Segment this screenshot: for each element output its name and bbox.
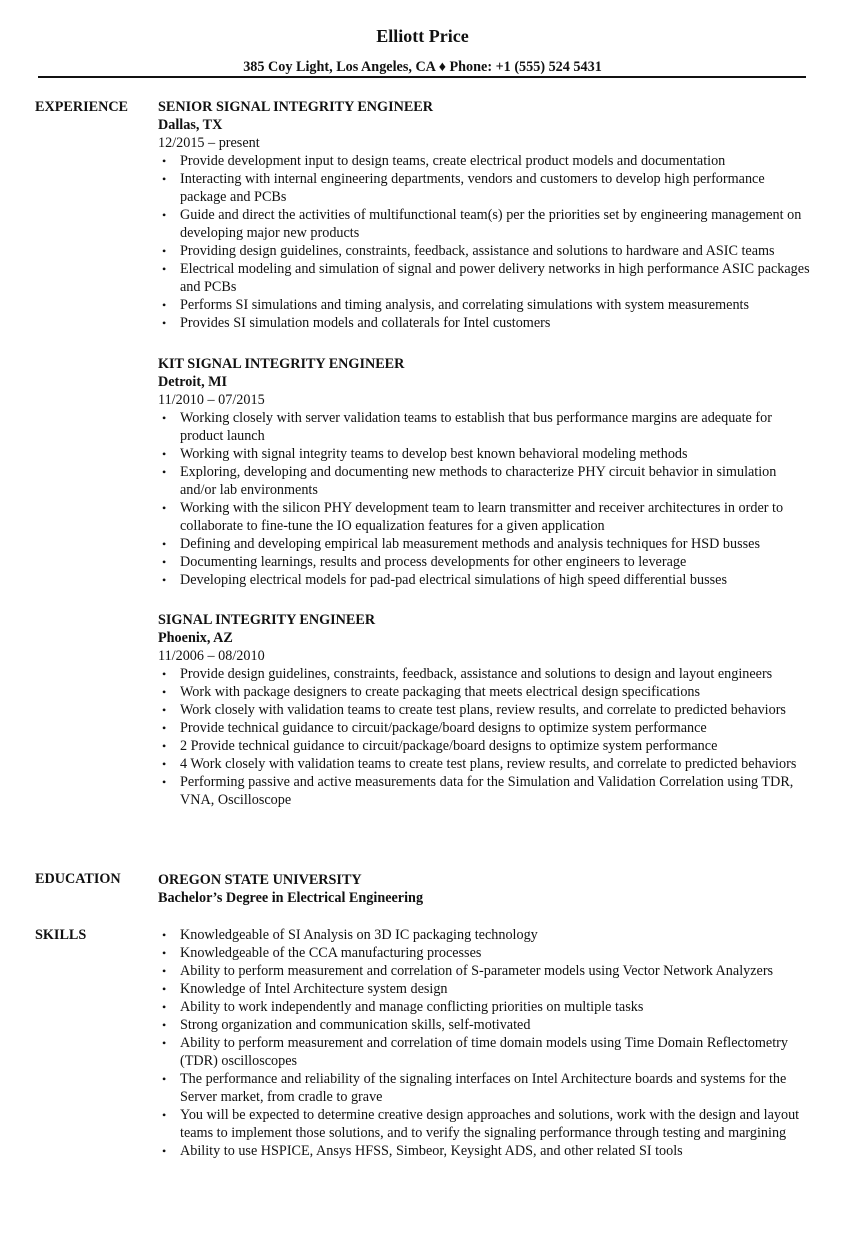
bullet-icon: • <box>162 501 167 515</box>
job-dates: 11/2006 – 08/2010 <box>158 648 265 664</box>
list-item: • Defining and developing empirical lab measurement methods and analysis techniques for HSD busses <box>162 536 760 552</box>
job-title: SENIOR SIGNAL INTEGRITY ENGINEER <box>158 99 434 115</box>
job-title: KIT SIGNAL INTEGRITY ENGINEER <box>158 356 405 372</box>
list-item: • Provide design guidelines, constraints, feedback, assistance and solutions to design and layout engineers <box>162 666 773 682</box>
list-item: • Working with signal integrity teams to develop best known behavioral modeling methods <box>162 446 688 462</box>
list-item: • Exploring, developing and documenting new methods to characterize PHY circuit behavior in simulation and/or lab environments <box>162 464 777 498</box>
bullet-icon: • <box>162 667 167 681</box>
list-item: • Work with package designers to create packaging that meets electrical design specifications <box>162 684 701 700</box>
bullet-icon: • <box>162 316 167 330</box>
bullet-icon: • <box>162 244 167 258</box>
bullet-icon: • <box>162 1036 167 1050</box>
bullet-icon: • <box>162 1000 167 1014</box>
bullet-icon: • <box>162 537 167 551</box>
bullet-icon: • <box>162 573 167 587</box>
job-location: Detroit, MI <box>158 374 228 390</box>
experience-heading: EXPERIENCE <box>35 99 129 115</box>
bullet-icon: • <box>162 411 167 425</box>
bullet-icon: • <box>162 208 167 222</box>
bullet-icon: • <box>162 946 167 960</box>
bullet-icon: • <box>162 447 167 461</box>
contact-line: 385 Coy Light, Los Angeles, CA ♦ Phone: +1 (555) 524 5431 <box>243 59 602 75</box>
school-name: OREGON STATE UNIVERSITY <box>158 872 362 888</box>
bullet-icon: • <box>162 298 167 312</box>
education-heading: EDUCATION <box>35 871 121 887</box>
list-item: • You will be expected to determine creative design approaches and solutions, work with the design and layout teams to implement those solutions, and to verify the signaling performance through testing and margining <box>162 1107 800 1141</box>
list-item: • Documenting learnings, results and process developments for other engineers to leverage <box>162 554 687 570</box>
bullet-icon: • <box>162 262 167 276</box>
bullet-icon: • <box>162 1018 167 1032</box>
bullet-icon: • <box>162 964 167 978</box>
list-item: • Knowledgeable of SI Analysis on 3D IC packaging technology <box>162 927 538 943</box>
bullet-icon: • <box>162 465 167 479</box>
job-entry <box>158 611 818 809</box>
skills-entry <box>158 926 818 1160</box>
bullet-icon: • <box>162 982 167 996</box>
bullet-icon: • <box>162 154 167 168</box>
list-item: • Electrical modeling and simulation of signal and power delivery networks in high performance ASIC packages and PCBs <box>162 261 810 295</box>
list-item: • Performing passive and active measurements data for the Simulation and Validation Correlation using TDR, VNA, Oscilloscope <box>162 774 794 808</box>
list-item: • Interacting with internal engineering departments, vendors and customers to develop high performance package and PCBs <box>162 171 765 205</box>
skills-heading: SKILLS <box>35 927 87 943</box>
degree-name: Bachelor’s Degree in Electrical Engineering <box>158 890 424 906</box>
list-item: • Provide technical guidance to circuit/package/board designs to optimize system performance <box>162 720 707 736</box>
list-item: • Strong organization and communication skills, self-motivated <box>162 1017 531 1033</box>
bullet-icon: • <box>162 721 167 735</box>
bullet-icon: • <box>162 555 167 569</box>
job-location: Dallas, TX <box>158 117 223 133</box>
list-item: • Knowledge of Intel Architecture system design <box>162 981 448 997</box>
list-item: • 4 Work closely with validation teams to create test plans, review results, and correlate to predicted behaviors <box>162 756 797 772</box>
list-item: • Provides SI simulation models and collaterals for Intel customers <box>162 315 551 331</box>
list-item: • Provide development input to design teams, create electrical product models and documentation <box>162 153 726 169</box>
job-dates: 12/2015 – present <box>158 135 260 151</box>
list-item: • Knowledgeable of the CCA manufacturing processes <box>162 945 482 961</box>
list-item: • Providing design guidelines, constraints, feedback, assistance and solutions to hardware and ASIC teams <box>162 243 775 259</box>
job-entry <box>158 98 818 332</box>
bullet-icon: • <box>162 757 167 771</box>
candidate-name: Elliott Price <box>376 26 469 46</box>
list-item: • Working closely with server validation teams to establish that bus performance margins are adequate for product launch <box>162 410 772 444</box>
job-bullet-list <box>158 665 818 809</box>
list-item: • Developing electrical models for pad-pad electrical simulations of high speed differential busses <box>162 572 727 588</box>
bullet-icon: • <box>162 928 167 942</box>
list-item: • Ability to use HSPICE, Ansys HFSS, Simbeor, Keysight ADS, and other related SI tools <box>162 1143 683 1159</box>
bullet-icon: • <box>162 739 167 753</box>
job-bullet-list <box>158 409 818 589</box>
bullet-icon: • <box>162 685 167 699</box>
bullet-icon: • <box>162 775 167 789</box>
list-item: • Ability to work independently and manage conflicting priorities on multiple tasks <box>162 999 644 1015</box>
bullet-icon: • <box>162 1072 167 1086</box>
list-item: • Performs SI simulations and timing analysis, and correlating simulations with system measurements <box>162 297 749 313</box>
list-item: • The performance and reliability of the signaling interfaces on Intel Architecture boards and systems for the Server market, from cradle to grave <box>162 1071 787 1105</box>
job-entry <box>158 355 818 589</box>
list-item: • Ability to perform measurement and correlation of S-parameter models using Vector Network Analyzers <box>162 963 774 979</box>
bullet-icon: • <box>162 1144 167 1158</box>
skills-list <box>158 926 818 1160</box>
list-item: • Work closely with validation teams to create test plans, review results, and correlate to predicted behaviors <box>162 702 786 718</box>
list-item: • Ability to perform measurement and correlation of time domain models using Time Domain Reflectometry (TDR) oscilloscopes <box>162 1035 788 1069</box>
bullet-icon: • <box>162 172 167 186</box>
list-item: • Working with the silicon PHY development team to learn transmitter and receiver architectures in order to collaborate to fine-tune the IO equalization features for a given application <box>162 500 784 534</box>
job-title: SIGNAL INTEGRITY ENGINEER <box>158 612 376 628</box>
list-item: • Guide and direct the activities of multifunctional team(s) per the priorities set by engineering management on developing major new products <box>162 207 802 241</box>
header-divider <box>38 76 806 78</box>
job-bullet-list <box>158 152 818 332</box>
bullet-icon: • <box>162 1108 167 1122</box>
list-item: • 2 Provide technical guidance to circuit/package/board designs to optimize system performance <box>162 738 718 754</box>
job-location: Phoenix, AZ <box>158 630 233 646</box>
education-entry <box>158 871 818 907</box>
bullet-icon: • <box>162 703 167 717</box>
job-dates: 11/2010 – 07/2015 <box>158 392 265 408</box>
